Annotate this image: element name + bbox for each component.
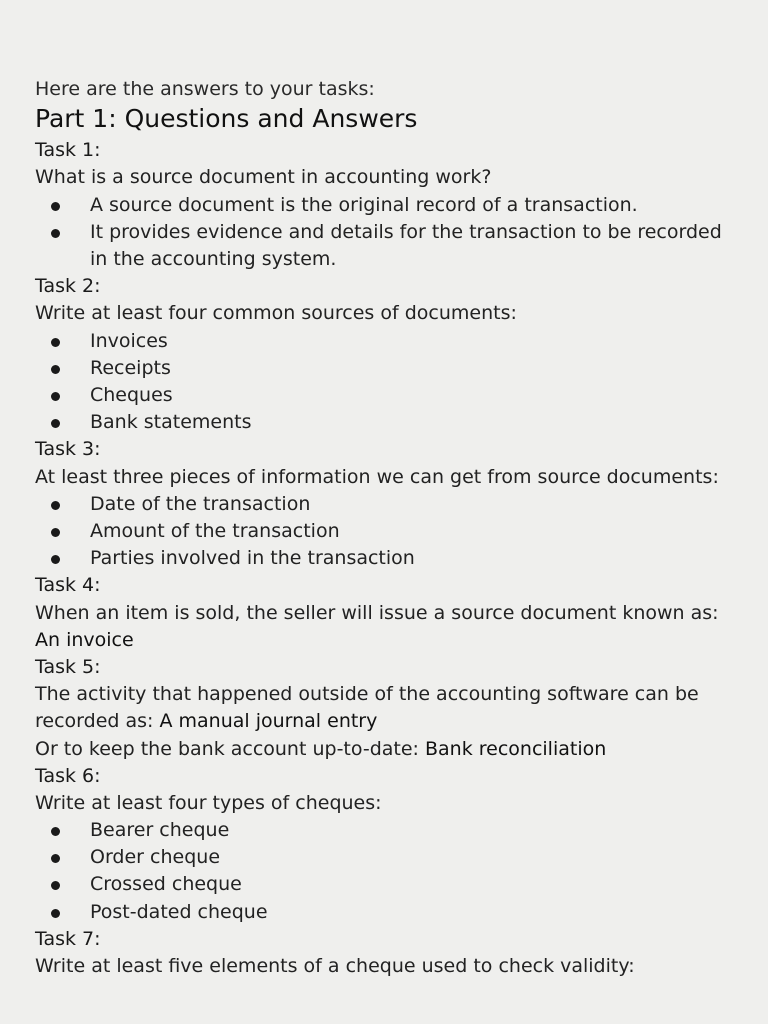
list-item: [35, 192, 730, 219]
list-item-text: Order cheque: [90, 846, 221, 869]
list-item-text: Date of the transaction: [90, 492, 311, 515]
list-item: [35, 817, 730, 844]
task-5-followup-text: Or to keep the bank account up-to-date:: [35, 737, 425, 760]
bullet-icon: [51, 501, 60, 510]
list-item: [35, 844, 730, 871]
list-item-text: Bearer cheque: [90, 819, 230, 842]
task-3-title: Task 3:: [35, 438, 101, 461]
bullet-icon: [51, 365, 60, 374]
task-1-question: What is a source document in accounting work?: [35, 166, 492, 189]
task-1-list: [35, 192, 738, 274]
list-item-text: Invoices: [90, 329, 168, 352]
bullet-icon: [51, 392, 60, 401]
list-item: [35, 219, 730, 273]
list-item: [35, 545, 730, 572]
list-item: [35, 491, 730, 518]
task-3-list: [35, 491, 738, 573]
task-5-title: Task 5:: [35, 655, 101, 678]
list-item: [35, 328, 730, 355]
list-item-text: Amount of the transaction: [90, 519, 340, 542]
task-6-question: Write at least four types of cheques:: [35, 791, 382, 814]
task-3-question: At least three pieces of information we can get from source documents:: [35, 465, 719, 488]
bullet-icon: [51, 881, 60, 890]
bullet-icon: [51, 555, 60, 564]
bullet-icon: [51, 419, 60, 428]
list-item: [35, 518, 730, 545]
task-5-followup: [35, 736, 738, 763]
task-4-answer: An invoice: [35, 628, 134, 651]
list-item-text: Crossed cheque: [90, 873, 242, 896]
task-5-question: [35, 681, 725, 735]
task-2-title: Task 2:: [35, 275, 101, 298]
list-item-text: Receipts: [90, 356, 171, 379]
task-4-question: When an item is sold, the seller will issue a source document known as:: [35, 601, 719, 624]
list-item-text: Parties involved in the transaction: [90, 547, 415, 570]
task-6-list: [35, 817, 738, 926]
task-1-title: Task 1:: [35, 139, 101, 162]
list-item: [35, 355, 730, 382]
list-item-text: Cheques: [90, 383, 173, 406]
task-5-question-text: The activity that happened outside of the accounting software can be recorded as:: [35, 683, 699, 733]
list-item-text: Bank statements: [90, 411, 252, 434]
task-7-question: Write at least five elements of a cheque used to check validity:: [35, 955, 635, 978]
bullet-icon: [51, 202, 60, 211]
list-item: [35, 899, 730, 926]
task-7-title: Task 7:: [35, 927, 101, 950]
list-item-text: Post-dated cheque: [90, 900, 268, 923]
task-5-answer-1: A manual journal entry: [159, 710, 378, 733]
bullet-icon: [51, 528, 60, 537]
task-2-question: Write at least four common sources of documents:: [35, 302, 517, 325]
bullet-icon: [51, 338, 60, 347]
bullet-icon: [51, 854, 60, 863]
list-item-text: A source document is the original record of a transaction.: [90, 193, 638, 216]
intro-text: Here are the answers to your tasks:: [35, 78, 375, 100]
list-item: [35, 409, 730, 436]
part-heading: Part 1: Questions and Answers: [35, 104, 418, 134]
bullet-icon: [51, 229, 60, 238]
bullet-icon: [51, 909, 60, 918]
task-2-list: [35, 328, 738, 437]
task-5-answer-2: Bank reconciliation: [425, 737, 607, 760]
bullet-icon: [51, 827, 60, 836]
list-item: [35, 382, 730, 409]
list-item: [35, 871, 730, 898]
task-4-title: Task 4:: [35, 574, 101, 597]
list-item-text: It provides evidence and details for the transaction to be recorded in the accounting system.: [90, 220, 722, 270]
task-6-title: Task 6:: [35, 764, 101, 787]
